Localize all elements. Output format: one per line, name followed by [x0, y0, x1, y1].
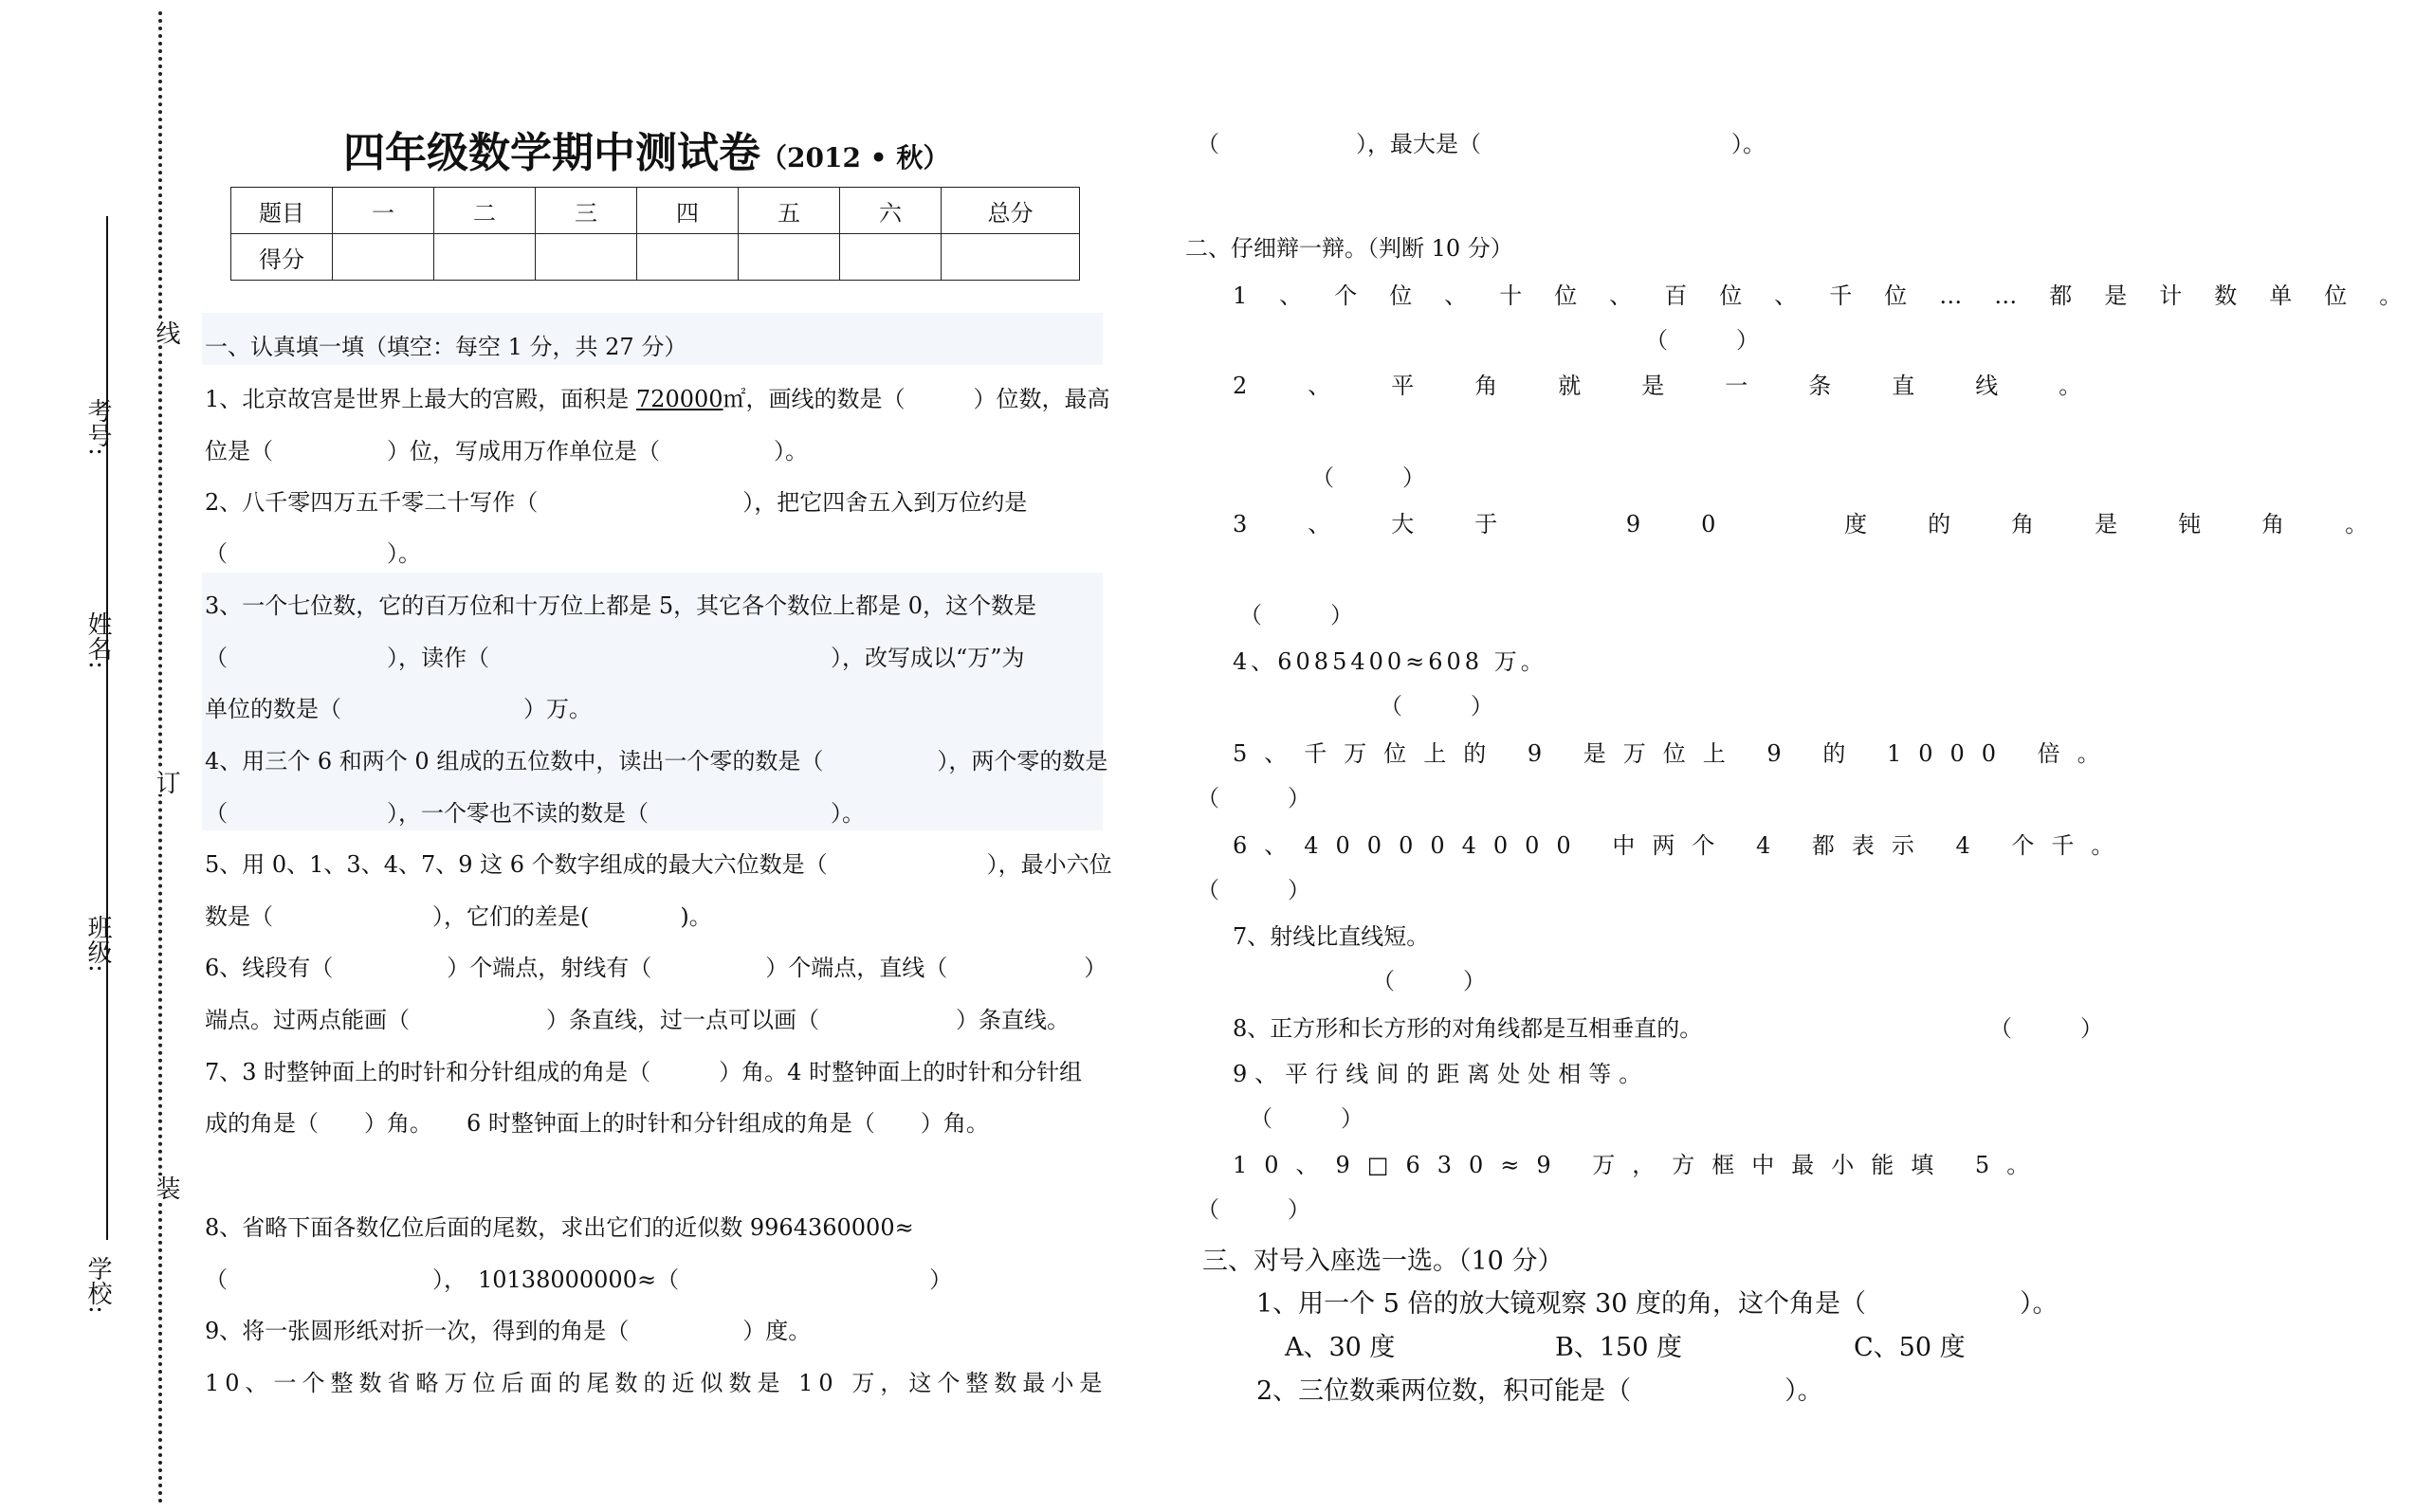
q10-continued: （ ），最大是（ ）。: [1197, 131, 1766, 157]
binding-line: [106, 216, 108, 1240]
score-cell[interactable]: [840, 234, 942, 281]
q3-line3: 单位的数是（ ）万。: [205, 696, 592, 722]
choice-1: 1、用一个 5 倍的放大镜观察 30 度的角，这个角是（ ）。: [1256, 1289, 2059, 1319]
judge-7-paren: （ ）: [1372, 968, 1486, 994]
title-sub: （2012 • 秋）: [760, 142, 950, 173]
class-label: 班级:: [83, 915, 112, 973]
score-cell[interactable]: [637, 234, 739, 281]
score-cell[interactable]: [434, 234, 536, 281]
judge-8: 8、正方形和长方形的对角线都是互相垂直的。: [1233, 1015, 1703, 1042]
binding-mark-line: 线: [149, 320, 184, 345]
school-label: 学校:: [83, 1256, 112, 1314]
judge-9: 9、平行线间的距离处处相等。: [1233, 1061, 1650, 1087]
judge-2-paren: （ ）: [1311, 465, 1425, 491]
score-header-cell: 一: [333, 188, 434, 234]
choice-1-option-a[interactable]: A、30 度: [1285, 1333, 1396, 1362]
judge-3: 3、大于 90 度的角是钝角。: [1233, 511, 2429, 537]
binding-mark-bind: 装: [149, 1175, 184, 1200]
score-cell[interactable]: [942, 234, 1080, 281]
q10-line: 10、一个整数省略万位后面的尾数的近似数是 10 万，这个整数最小是: [205, 1370, 1108, 1396]
q9-line: 9、将一张圆形纸对折一次，得到的角是（ ）度。: [205, 1318, 812, 1344]
section3-heading: 三、对号入座选一选。（10 分）: [1202, 1247, 1564, 1276]
title-main: 四年级数学期中测试卷: [343, 129, 760, 177]
score-header-cell: 题目: [231, 188, 333, 234]
score-table-header-row: [231, 188, 1080, 234]
score-row-label: 得分: [231, 234, 333, 281]
judge-1: 1、个位、十位、百位、千位……都是计数单位。: [1233, 282, 2434, 309]
choice-1-option-b[interactable]: B、150 度: [1555, 1333, 1682, 1362]
q4-line1: 4、用三个 6 和两个 0 组成的五位数中，读出一个零的数是（ ），两个零的数是: [205, 748, 1108, 774]
q6-line2: 端点。过两点能画（ ）条直线，过一点可以画（ ）条直线。: [205, 1007, 1070, 1033]
score-header-cell: 五: [739, 188, 840, 234]
judge-3-paren: （ ）: [1239, 602, 1353, 628]
score-cell[interactable]: [536, 234, 637, 281]
q2-line1: 2、八千零四万五千零二十写作（ ），把它四舍五入到万位约是: [205, 489, 1028, 516]
q3-line1: 3、一个七位数，它的百万位和十万位上都是 5，其它各个数位上都是 0，这个数是: [205, 592, 1037, 619]
q1-text-pre: 1、北京故宫是世界上最大的宫殿，面积是: [205, 386, 636, 412]
score-header-cell: 总分: [942, 188, 1080, 234]
score-header-cell: 三: [536, 188, 637, 234]
score-header-cell: 四: [637, 188, 739, 234]
binding-dotted-line: [158, 11, 162, 1504]
exam-number-label: 考号:: [83, 398, 112, 456]
q7-line1: 7、3 时整钟面上的时针和分针组成的角是（ ）角。4 时整钟面上的时针和分针组: [205, 1059, 1083, 1085]
q6-line1: 6、线段有（ ）个端点，射线有（ ）个端点，直线（ ）: [205, 955, 1107, 981]
judge-9-paren: （ ）: [1250, 1105, 1363, 1132]
score-cell[interactable]: [739, 234, 840, 281]
binding-mark-order: 订: [149, 770, 184, 794]
score-header-cell: 二: [434, 188, 536, 234]
judge-4-paren: （ ）: [1380, 693, 1493, 720]
q2-line2: （ ）。: [205, 540, 421, 567]
section2-heading: 二、仔细辩一辩。（判断 10 分）: [1185, 235, 1513, 262]
judge-6: 6、400004000 中两个 4 都表示 4 个千。: [1233, 832, 2132, 859]
score-header-cell: 六: [840, 188, 942, 234]
judge-7: 7、射线比直线短。: [1233, 923, 1430, 950]
judge-4: 4、6085400≈608 万。: [1233, 648, 1547, 675]
choice-1-option-c[interactable]: C、50 度: [1854, 1333, 1966, 1362]
q4-line2: （ ），一个零也不读的数是（ ）。: [205, 800, 865, 827]
judge-5-paren: （ ）: [1197, 785, 1310, 811]
q1-line1: [205, 388, 1110, 410]
section1-heading: 一、认真填一填（填空：每空 1 分，共 27 分）: [205, 334, 687, 360]
judge-8-paren: （ ）: [1989, 1015, 2103, 1042]
score-cell[interactable]: [333, 234, 434, 281]
judge-1-paren: （ ）: [1645, 327, 1759, 354]
judge-2: 2、平角就是一条直线。: [1233, 373, 2143, 399]
q1-underlined-number: 720000: [635, 386, 723, 412]
q1-text-post: ㎡，画线的数是（ ）位数，最高: [723, 386, 1110, 412]
judge-6-paren: （ ）: [1197, 877, 1310, 903]
judge-10-paren: （ ）: [1197, 1196, 1310, 1223]
q1-line2: 位是（ ）位，写成用万作单位是（ ）。: [205, 438, 808, 465]
score-table: [230, 187, 1080, 281]
choice-2: 2、三位数乘两位数，积可能是（ ）。: [1256, 1376, 1823, 1406]
judge-10: 10、9□630≈9 万，方框中最小能填 5。: [1233, 1152, 2047, 1178]
q7-line2: 成的角是（ ）角。 6 时整钟面上的时针和分针组成的角是（ ）角。: [205, 1110, 989, 1137]
judge-5: 5、千万位上的 9 是万位上 9 的 1000 倍。: [1233, 740, 2117, 767]
score-table-score-row: [231, 234, 1080, 281]
q5-line2: 数是（ ），它们的差是( )。: [205, 903, 712, 930]
q8-line1: 8、省略下面各数亿位后面的尾数，求出它们的近似数 9964360000≈: [205, 1214, 914, 1241]
q8-line2: （ ）， 10138000000≈（ ）: [205, 1266, 953, 1293]
q3-line2: （ ），读作（ ），改写成以“万”为: [205, 645, 1025, 671]
name-label: 姓名:: [83, 611, 112, 669]
q5-line1: 5、用 0、1、3、4、7、9 这 6 个数字组成的最大六位数是（ ），最小六位: [205, 851, 1112, 878]
page-title: [343, 118, 949, 179]
